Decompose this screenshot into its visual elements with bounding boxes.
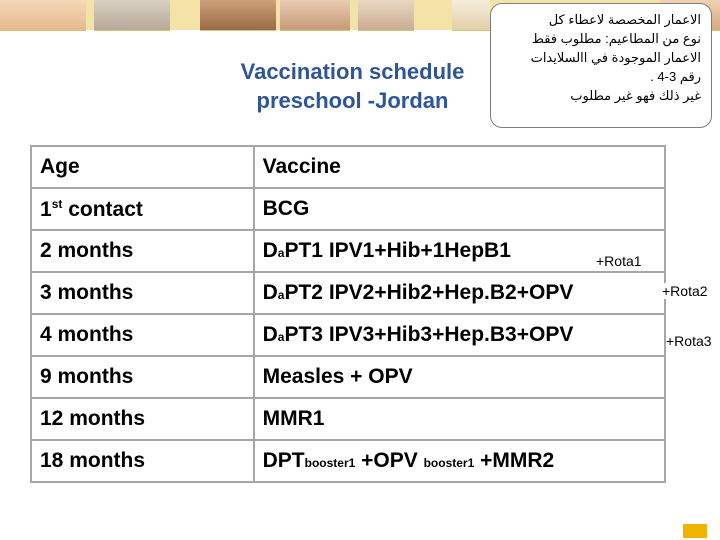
table-row (31, 314, 665, 356)
vaccine-cell: DPTbooster1 +OPV booster1 +MMR2 (254, 440, 665, 482)
table-row (31, 230, 665, 272)
note-line-2: نوع من المطاعيم: مطلوب فقط (531, 31, 701, 46)
vaccine-cell: DaPT3 IPV3+Hib3+Hep.B3+OPV (254, 314, 665, 356)
child-photo (200, 0, 276, 31)
age-cell: 3 months (31, 272, 254, 314)
vaccine-cell: DaPT1 IPV1+Hib+1HepB1 (254, 230, 665, 272)
table-row (31, 188, 665, 230)
age-header: Age (31, 146, 254, 188)
table-row (31, 398, 665, 440)
vaccination-schedule-table (30, 145, 666, 483)
title-line-1: Vaccination schedule (240, 59, 465, 84)
vaccine-cell: MMR1 (254, 398, 665, 440)
arabic-note-box (490, 3, 712, 128)
child-photo (0, 0, 86, 31)
vaccine-cell: DaPT2 IPV2+Hib2+Hep.B2+OPV (254, 272, 665, 314)
note-line-4: رقم 3-4 . (650, 69, 701, 84)
rota3-annotation: +Rota3 (666, 333, 712, 349)
adult-photo (280, 0, 350, 31)
photo (452, 0, 490, 31)
rota2-annotation: +Rota2 (662, 283, 708, 299)
vaccine-cell: BCG (254, 188, 665, 230)
table-row (31, 440, 665, 482)
note-line-5: غير ذلك فهو غير مطلوب (570, 88, 701, 103)
table-row (31, 272, 665, 314)
title-line-2: preschool -Jordan (256, 88, 449, 113)
elderly-photo (94, 0, 170, 31)
age-cell: 1st contact (31, 188, 254, 230)
note-line-1: الاعمار المخصصة لاعطاء كل (548, 12, 701, 27)
age-cell: 12 months (31, 398, 254, 440)
slide-title (210, 57, 495, 115)
age-cell: 2 months (31, 230, 254, 272)
age-cell: 4 months (31, 314, 254, 356)
table-header-row (31, 146, 665, 188)
vaccine-cell: Measles + OPV (254, 356, 665, 398)
elderly-photo (358, 0, 414, 31)
table-row (31, 356, 665, 398)
age-cell: 18 months (31, 440, 254, 482)
vaccine-header: Vaccine (254, 146, 665, 188)
age-cell: 9 months (31, 356, 254, 398)
note-line-3: الاعمار الموجودة في االسلايدات (530, 50, 701, 65)
rota1-annotation: +Rota1 (596, 253, 642, 269)
footer-decoration (683, 524, 707, 538)
